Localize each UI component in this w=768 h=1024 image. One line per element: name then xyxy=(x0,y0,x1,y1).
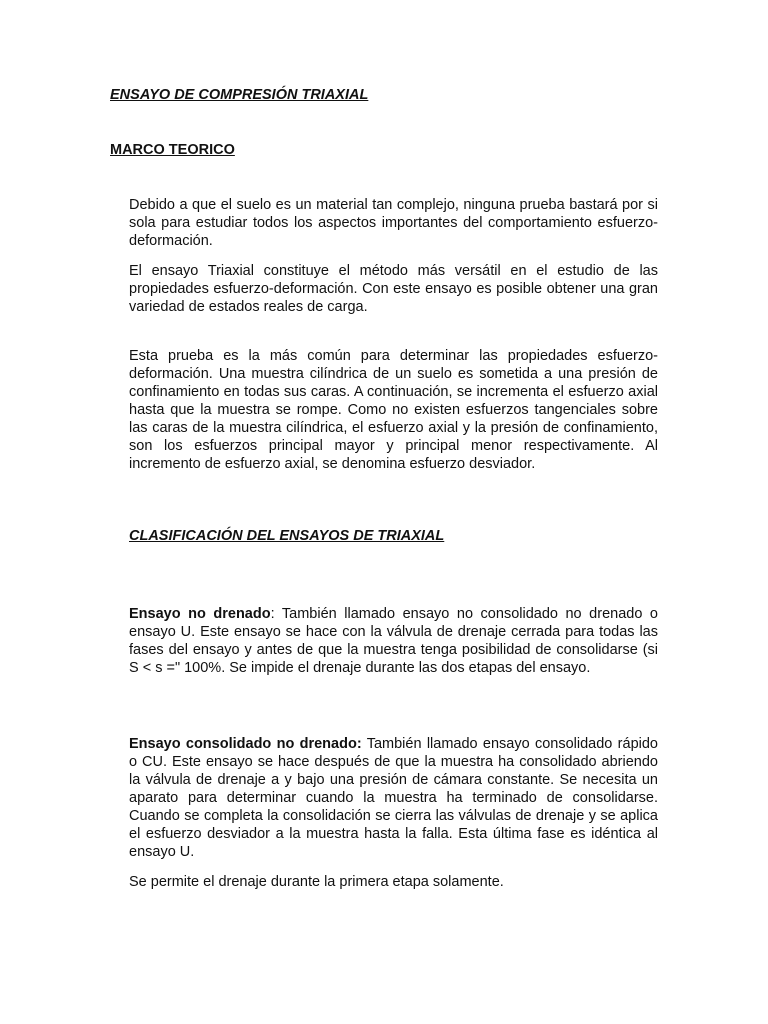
paragraph-ensayo-no-drenado xyxy=(129,605,658,677)
paragraph-drenaje-primera-etapa: Se permite el drenaje durante la primera etapa solamente. xyxy=(129,874,504,890)
text-ensayo-no-drenado: : También llamado ensayo no consolidado no drenado o ensayo U. Este ensayo se hace con la válvula de drenaje cerrada para todas las fases del ensayo y antes de que la muestra tenga posibilidad de consolidarse (si S < s =" 100%. Se impide el drenaje durante las dos etapas del ensayo. xyxy=(129,606,658,676)
paragraph-prueba-comun: Esta prueba es la más común para determinar las propiedades esfuerzo-deformación. Una muestra cilíndrica de un suelo es sometida a una presión de confinamiento en todas sus caras. A continuación, se incrementa el esfuerzo axial hasta que la muestra se rompe. Como no existen esfuerzos tangenciales sobre las caras de la muestra cilíndrica, el esfuerzo axial y la presión de confinamiento, son los esfuerzos principal mayor y principal menor respectivamente. Al incremento de esfuerzo axial, se denomina esfuerzo desviador. xyxy=(129,348,658,472)
document-title: ENSAYO DE COMPRESIÓN TRIAXIAL xyxy=(110,87,369,103)
section-heading-marco-teorico: MARCO TEORICO xyxy=(110,142,235,158)
section-heading-clasificacion: CLASIFICACIÓN DEL ENSAYOS DE TRIAXIAL xyxy=(129,528,445,544)
paragraph-triaxial-versatil: El ensayo Triaxial constituye el método más versátil en el estudio de las propiedades esfuerzo-deformación. Con este ensayo es posible obtener una gran variedad de estados reales de carga. xyxy=(129,263,658,315)
term-ensayo-no-drenado: Ensayo no drenado xyxy=(129,606,271,622)
paragraph-ensayo-consolidado-no-drenado xyxy=(129,735,658,861)
paragraph-intro: Debido a que el suelo es un material tan complejo, ninguna prueba bastará por si sola para estudiar todos los aspectos importantes del comportamiento esfuerzo-deformación. xyxy=(129,197,658,249)
text-ensayo-consolidado-no-drenado: También llamado ensayo consolidado rápido o CU. Este ensayo se hace después de que la muestra ha consolidado abriendo la válvula de drenaje a y bajo una presión de cámara constante. Se necesita un aparato para determinar cuando la muestra ha terminado de consolidarse. Cuando se completa la consolidación se cierra las válvulas de drenaje y se aplica el esfuerzo desviador a la muestra hasta la falla. Esta última fase es idéntica al ensayo U. xyxy=(129,736,658,860)
term-ensayo-consolidado-no-drenado: Ensayo consolidado no drenado: xyxy=(129,736,362,752)
